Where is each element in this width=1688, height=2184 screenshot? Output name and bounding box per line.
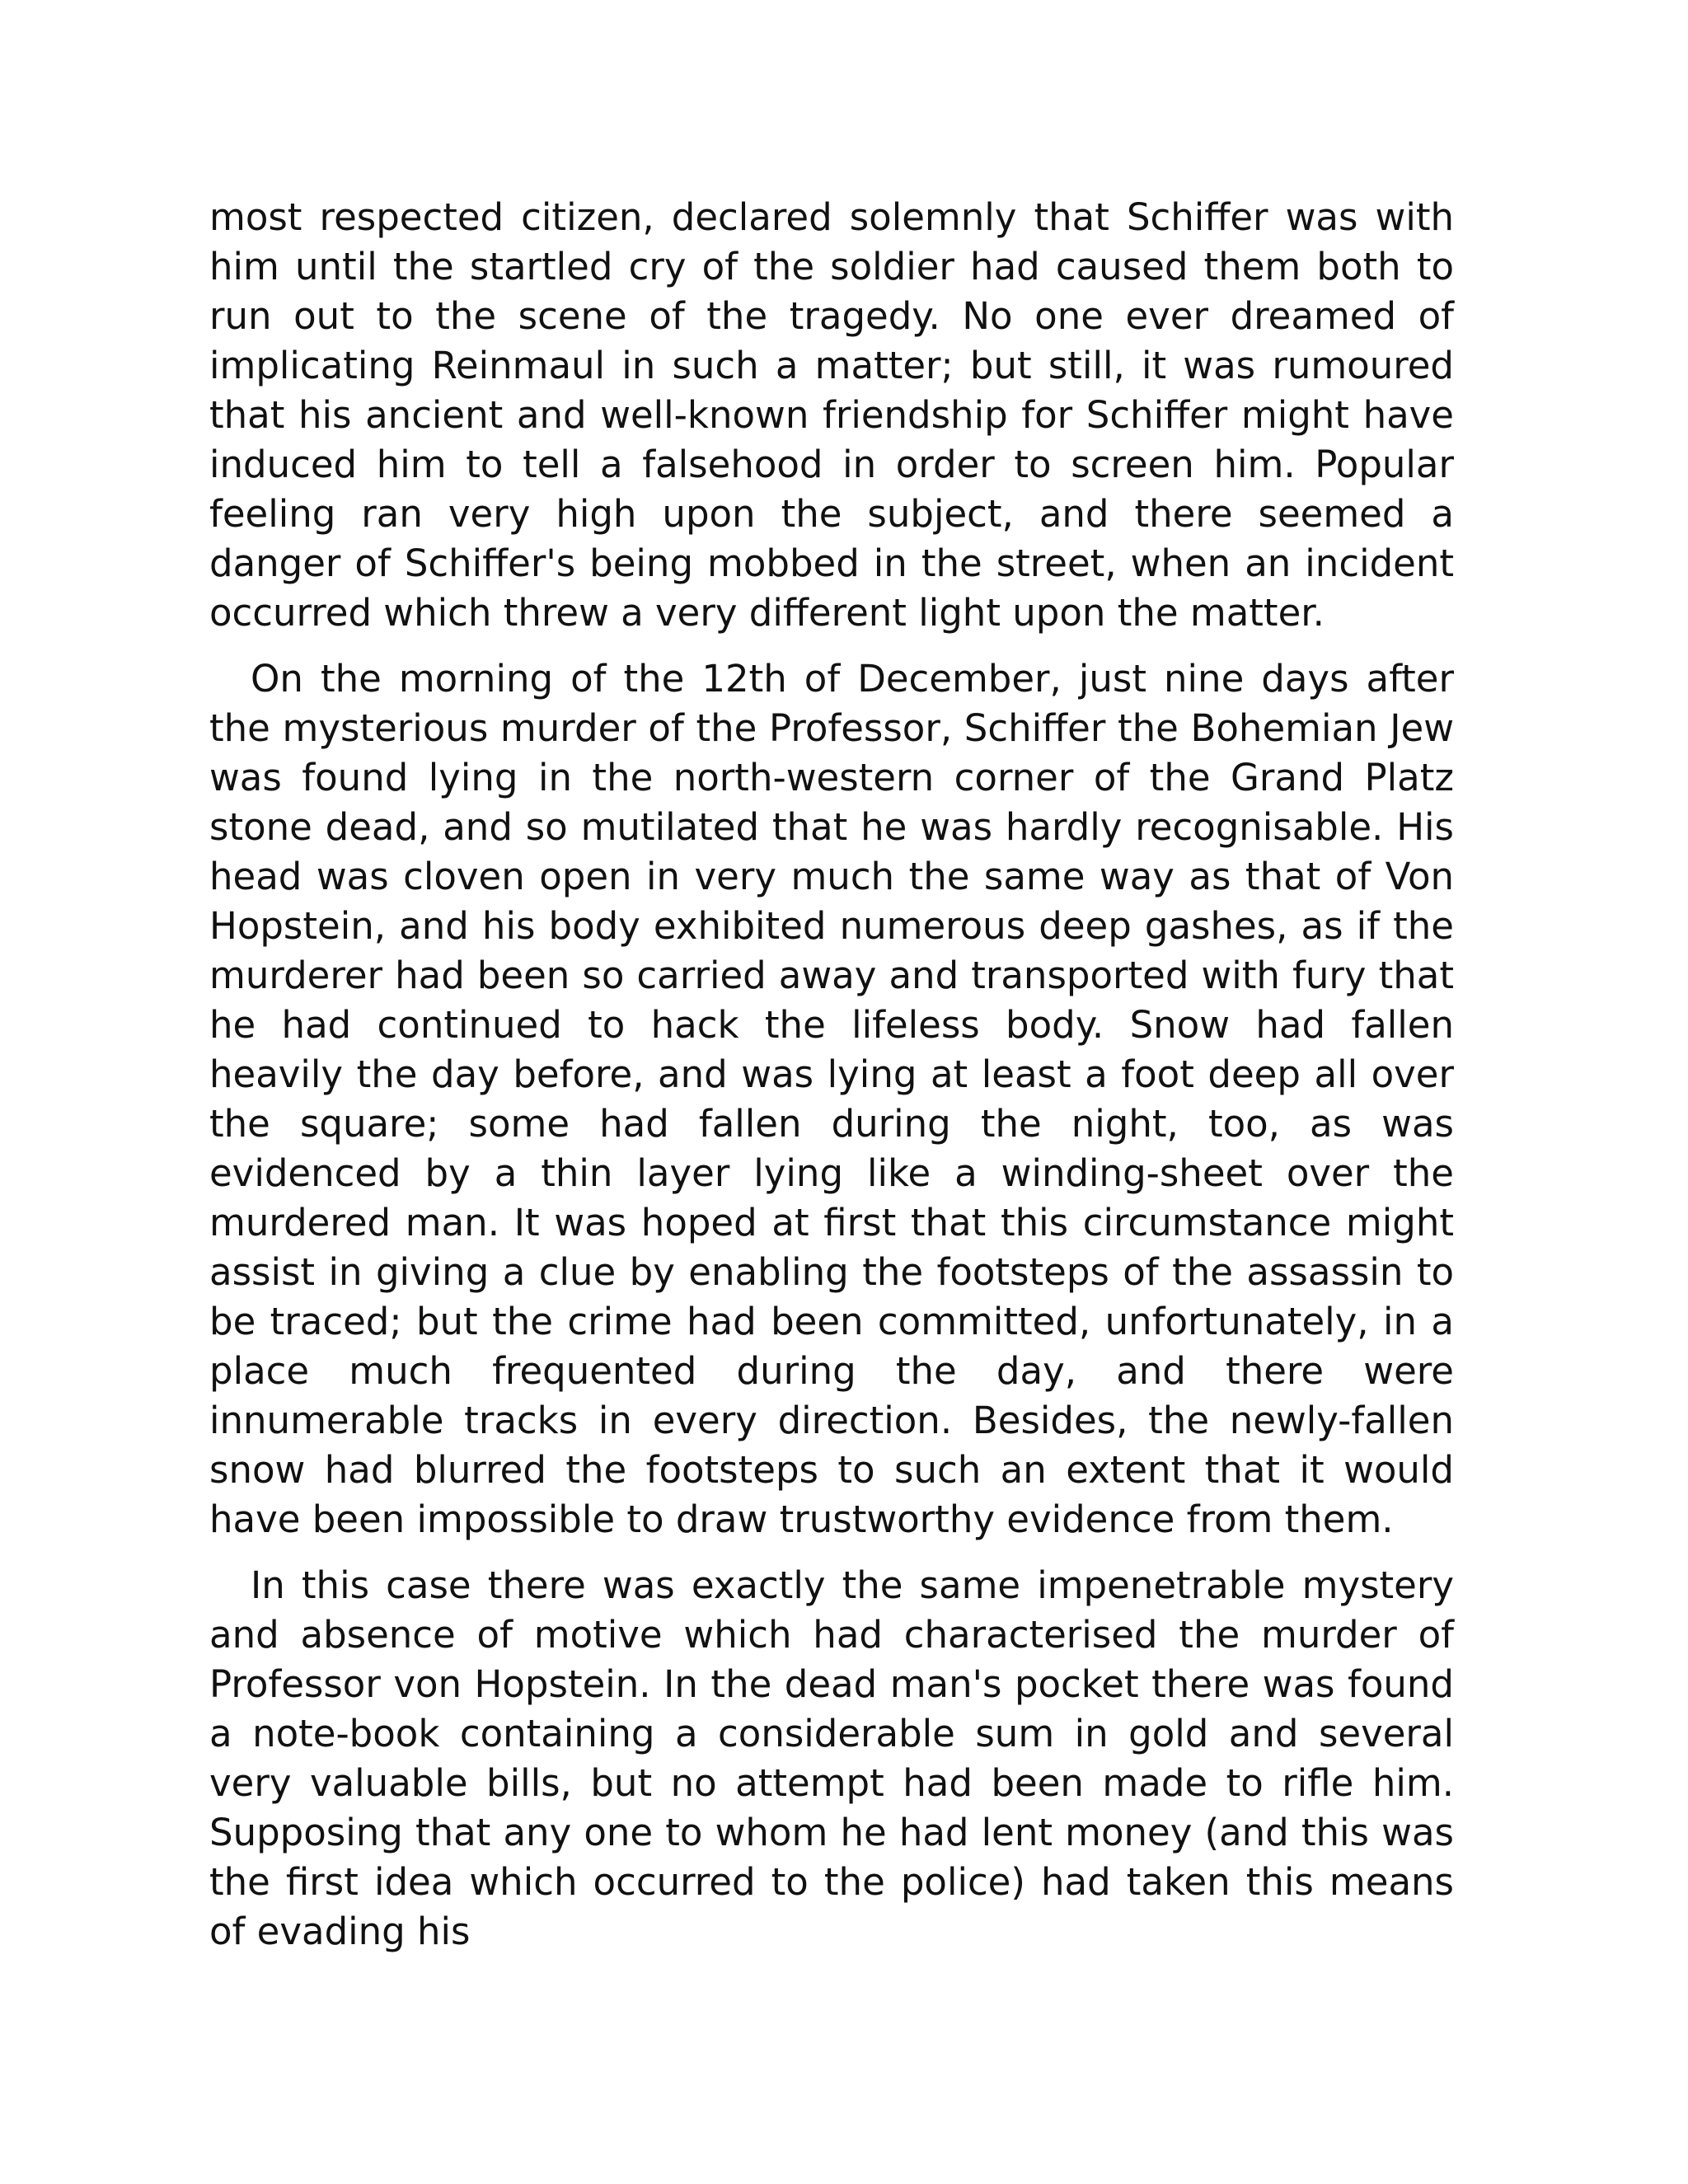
paragraph-schiffer-found: On the morning of the 12th of December, just nine days after the mysterious murder of the Professor, Schiffer the Bohemian Jew was found lying in the north-western corner of the Grand Platz stone dead, and so mutilated that he was hardly recognisable. His head was cloven open in very much the same way as that of Von Hopstein, and his body exhibited numerous deep gashes, as if the murderer had been so carried away and transported with fury that he had continued to hack the lifeless body. Snow had fallen heavily the day before, and was lying at least a foot deep all over the square; some had fallen during the night, too, as was evidenced by a thin layer lying like a winding-sheet over the murdered man. It was hoped at first that this circumstance might assist in giving a clue by enabling the footsteps of the assassin to be traced; but the crime had been committed, unfortunately, in a place much frequented during the day, and there were innumerable tracks in every direction. Besides, the newly-fallen snow had blurred the footsteps to such an extent that it would have been impossible to draw trustworthy evidence from them. [209, 657, 1454, 1541]
paragraph-mystery-motive: In this case there was exactly the same impenetrable mystery and absence of motive which had characterised the murder of Professor von Hopstein. In the dead man's pocket there was found a note-book containing a considerable sum in gold and several very valuable bills, but no attempt had been made to rifle him. Supposing that any one to whom he had lent money (and this was the first idea which occurred to the police) had taken this means of evading his [209, 1563, 1454, 1953]
document-page [209, 193, 1454, 1957]
paragraph-continuation: most respected citizen, declared solemnly that Schiffer was with him until the startled cry of the soldier had caused them both to run out to the scene of the tragedy. No one ever dreamed of implicating Reinmaul in such a matter; but still, it was rumoured that his ancient and well-known friendship for Schiffer might have induced him to tell a falsehood in order to screen him. Popular feeling ran very high upon the subject, and there seemed a danger of Schiffer's being mobbed in the street, when an incident occurred which threw a very different light upon the matter. [209, 195, 1454, 635]
